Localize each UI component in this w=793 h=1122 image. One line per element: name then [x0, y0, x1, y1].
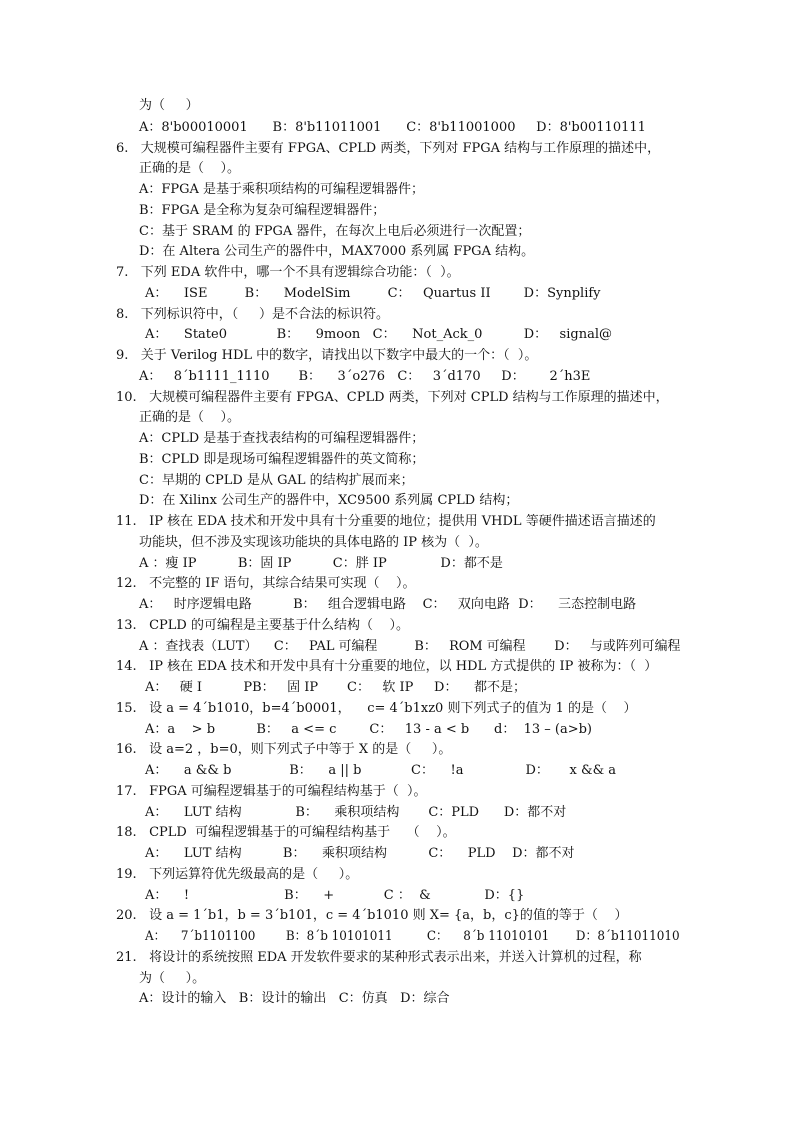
option-line: A：a > b B： a <= c C： 13 - a < b d： 13 – (a>b)	[145, 722, 592, 737]
question-7: 7. 下列 EDA 软件中，哪一个不具有逻辑综合功能：（ ）。	[116, 265, 460, 280]
option-line: D：在 Altera 公司生产的器件中，MAX7000 系列属 FPGA 结构。	[139, 244, 535, 259]
text-line: 为（ ）	[139, 98, 199, 113]
question-16: 16. 设 a=2 ，b=0，则下列式子中等于 X 的是（ ）。	[116, 742, 452, 757]
option-line: A： 7´b1101100 B：8´b 10101011 C： 8´b 11010101 D：8´b11011010	[145, 929, 680, 944]
option-line: A： ISE B： ModelSim C： Quartus II D：Synplify	[145, 286, 601, 301]
text-line: 正确的是（ ）。	[139, 161, 241, 176]
question-21: 21. 将设计的系统按照 EDA 开发软件要求的某种形式表示出来，并送入计算机的过程，称	[116, 950, 642, 965]
option-line: A：设计的输入 B：设计的输出 C：仿真 D：综合	[139, 991, 450, 1006]
option-line: A： 时序逻辑电路 B： 组合逻辑电路 C： 双向电路 D： 三态控制电路	[139, 597, 637, 612]
option-line: A ：瘦 IP B：固 IP C：胖 IP D：都不是	[139, 556, 503, 571]
question-13: 13. CPLD 的可编程是主要基于什么结构（ ）。	[116, 618, 409, 633]
question-14: 14. IP 核在 EDA 技术和开发中具有十分重要的地位，以 HDL 方式提供的 IP 被称为：（ ）	[116, 659, 658, 674]
question-18: 18. CPLD 可编程逻辑基于的可编程结构基于 （ ）。	[116, 825, 456, 840]
option-line: B：FPGA 是全称为复杂可编程逻辑器件；	[139, 203, 386, 218]
option-line: A： 8´b1111_1110 B： 3´o276 C： 3´d170 D： 2´h3E	[139, 369, 591, 384]
question-10: 10. 大规模可编程器件主要有 FPGA、CPLD 两类，下列对 CPLD 结构与工作原理的描述中，	[116, 390, 669, 405]
text-line: 为（ ）。	[139, 971, 206, 986]
question-20: 20. 设 a = 1´b1，b = 3´b101，c = 4´b1010 则 X= {a，b，c}的值的等于（ ）	[116, 908, 628, 923]
text-line: A：8'b00010001 B：8'b11011001 C：8'b11001000 D：8'b00110111	[139, 120, 646, 135]
option-line: B：CPLD 即是现场可编程逻辑器件的英文简称；	[139, 452, 425, 467]
option-line: C：早期的 CPLD 是从 GAL 的结构扩展而来；	[139, 473, 414, 488]
option-line: A： 硬 I PB： 固 IP C： 软 IP D： 都不是；	[145, 680, 526, 695]
question-19: 19. 下列运算符优先级最高的是（ ）。	[116, 867, 359, 882]
text-line: 正确的是（ ）。	[139, 410, 241, 425]
option-line: A： State0 B： 9moon C： Not_Ack_0 D： signal@	[145, 327, 612, 342]
question-11: 11. IP 核在 EDA 技术和开发中具有十分重要的地位；提供用 VHDL 等硬件描述语言描述的	[116, 514, 656, 529]
question-9: 9. 关于 Verilog HDL 中的数字，请找出以下数字中最大的一个：（ ）。	[116, 348, 538, 363]
option-line: A： a && b B： a || b C： !a D： x && a	[145, 763, 617, 778]
option-line: A：FPGA 是基于乘积项结构的可编程逻辑器件；	[139, 182, 425, 197]
option-line: A：CPLD 是基于查找表结构的可编程逻辑器件；	[139, 431, 425, 446]
option-line: A： ! B： + C ： & D：{}	[145, 888, 525, 903]
question-17: 17. FPGA 可编程逻辑基于的可编程结构基于（ ）。	[116, 784, 427, 799]
option-line: D：在 Xilinx 公司生产的器件中，XC9500 系列属 CPLD 结构；	[139, 493, 519, 508]
question-12: 12. 不完整的 IF 语句，其综合结果可实现（ ）。	[116, 576, 416, 591]
question-8: 8. 下列标识符中，（ ）是不合法的标识符。	[116, 307, 389, 322]
text-line: 功能块，但不涉及实现该功能块的具体电路的 IP 核为（ ）。	[139, 535, 488, 550]
question-15: 15. 设 a = 4´b1010，b=4´b0001， c= 4´b1xz0 则下列式子的值为 1 的是（ ）	[116, 701, 637, 716]
option-line: A： LUT 结构 B： 乘积项结构 C：PLD D：都不对	[145, 805, 567, 820]
option-line: C：基于 SRAM 的 FPGA 器件，在每次上电后必须进行一次配置；	[139, 224, 531, 239]
question-6: 6. 大规模可编程器件主要有 FPGA、CPLD 两类，下列对 FPGA 结构与工作原理的描述中，	[116, 141, 661, 156]
option-line: A ：查找表（LUT） C： PAL 可编程 B： ROM 可编程 D： 与或阵列可编程	[139, 639, 681, 654]
option-line: A： LUT 结构 B： 乘积项结构 C： PLD D：都不对	[145, 846, 575, 861]
